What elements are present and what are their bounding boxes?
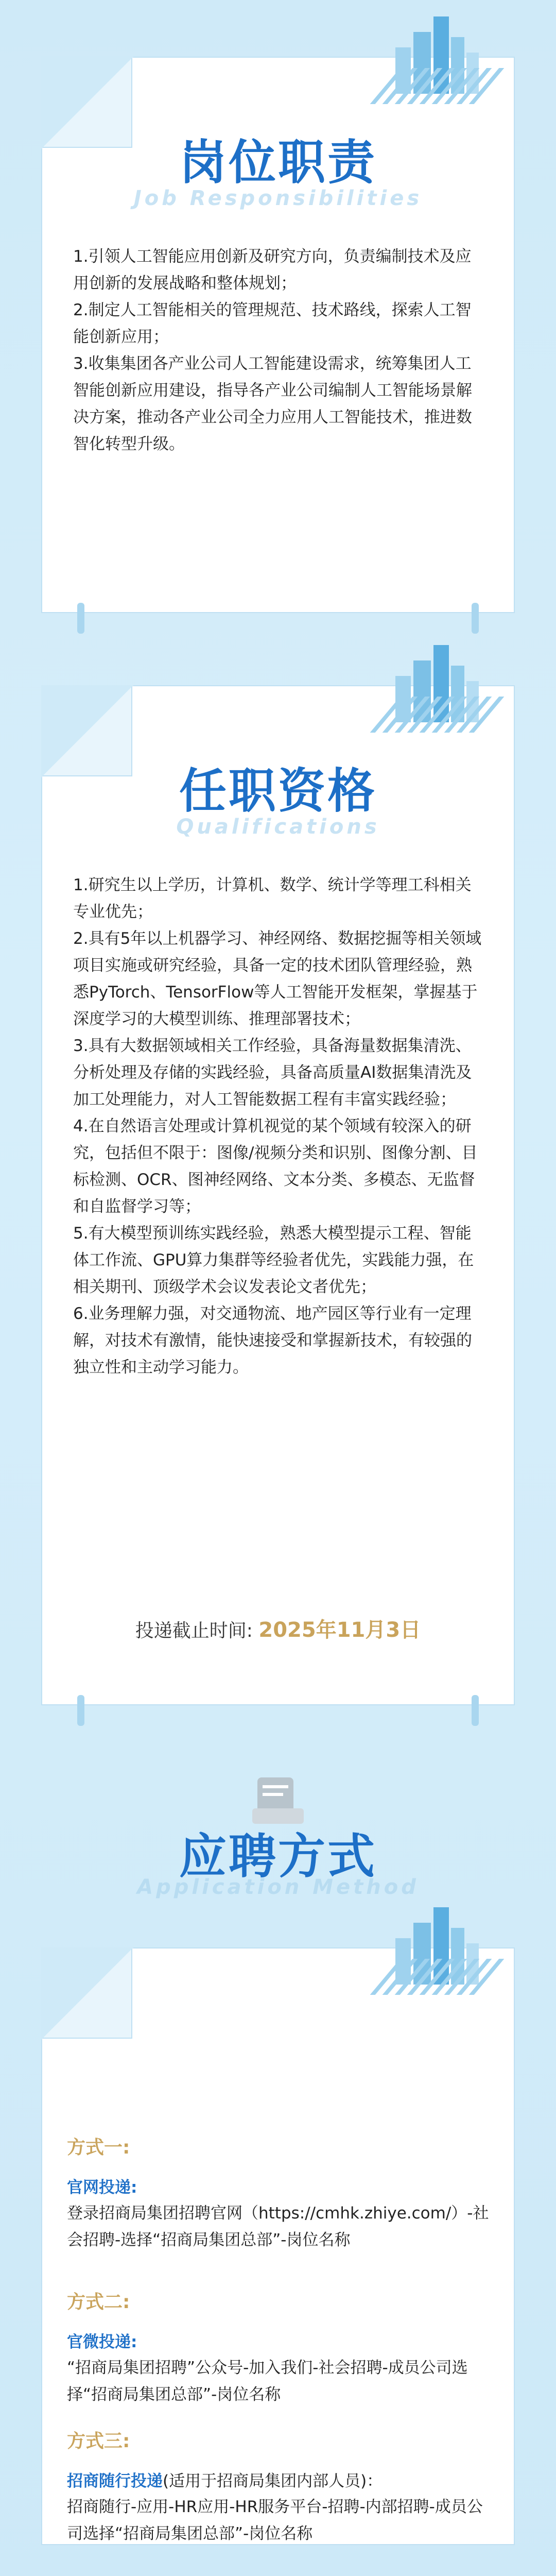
section-subtitle: Application Method [137, 1875, 419, 1899]
list-item: 2.具有5年以上机器学习、神经网络、数据挖掘等相关领域项目实施或研究经验，具备一定的技术团队管理经验，熟悉PyTorch、TensorFlow等人工智能开发框架，掌握基于深度学习的大模型训练、推理部署技术； [73, 929, 482, 1028]
method-channel-note: (适用于招商局集团内部人员)： [163, 2472, 383, 2490]
section-title: 应聘方式 [179, 1829, 377, 1884]
method-channel [67, 2174, 137, 2197]
qualification-list [73, 872, 485, 1381]
deadline-label: 投递截止时间: [135, 1620, 253, 1641]
decor-stripes [385, 68, 519, 99]
method-text: “招商局集团招聘”公众号-加入我们-社会招聘-成员公司选择“招商局集团总部”-岗位名称 [67, 2359, 468, 2404]
section-title: 岗位职责 [179, 135, 377, 190]
section-subtitle: Qualifications [176, 815, 380, 839]
method-text: 登录招商局集团招聘官网（https://cmhk.zhiye.com/）-社会招聘-选择“招商局集团总部”-岗位名称 [67, 2204, 489, 2249]
section-title: 任职资格 [179, 764, 377, 819]
method-channel-label: 官微投递: [67, 2333, 137, 2351]
responsibilities-card [41, 57, 515, 613]
list-item: 1.引领人工智能应用创新及研究方向，负责编制技术及应用创新的发展战略和整体规划； [73, 247, 472, 293]
deadline-date: 2025年11月3日 [258, 1618, 421, 1642]
list-item: 4.在自然语言处理或计算机视觉的某个领域有较深入的研究，包括但不限于：图像/视频分类和识别、图像分割、目标检测、OCR、图神经网络、文本分类、多模态、无监督和自监督学习等； [73, 1117, 478, 1216]
section-subtitle: Job Responsibilities [133, 187, 423, 210]
list-item: 1.研究生以上学历，计算机、数学、统计学等理工科相关专业优先； [73, 876, 472, 921]
method-channel-label: 官网投递: [67, 2178, 137, 2197]
folded-corner [42, 1948, 132, 2039]
method-heading: 方式一: [67, 2137, 130, 2158]
qualifications-card [41, 685, 515, 1705]
method-heading: 方式二: [67, 2292, 130, 2313]
list-item: 3.具有大数据领域相关工作经验，具备海量数据集清洗、分析处理及存储的实践经验，具备高质量AI数据集清洗及加工处理能力，对人工智能数据工程有丰富实践经验； [73, 1037, 472, 1109]
binder-bars [77, 603, 479, 634]
deadline [42, 1614, 514, 1643]
responsibility-list [73, 243, 485, 457]
method-heading: 方式三: [67, 2431, 130, 2452]
method-channel [67, 2468, 383, 2491]
decor-stripes [385, 1959, 519, 1990]
list-item: 3.收集集团各产业公司人工智能建设需求，统筹集团人工智能创新应用建设，指导各产业公司编制人工智能场景解决方案，推动各产业公司全力应用人工智能技术，推进数智化转型升级。 [73, 354, 472, 453]
binder-bars [77, 1695, 479, 1726]
method-text: 招商随行-应用-HR应用-HR服务平台-招聘-内部招聘-成员公司选择“招商局集团总部”-岗位名称 [67, 2498, 483, 2543]
list-item: 6.业务理解力强，对交通物流、地产园区等行业有一定理解，对技术有激情，能快速接受和掌握新技术，有较强的独立性和主动学习能力。 [73, 1304, 472, 1377]
list-item: 2.制定人工智能相关的管理规范、技术路线，探索人工智能创新应用； [73, 301, 472, 346]
decor-stripes [385, 697, 519, 727]
list-item: 5.有大模型预训练实践经验，熟悉大模型提示工程、智能体工作流、GPU算力集群等经验者优先，实践能力强，在相关期刊、顶级学术会议发表论文者优先； [73, 1224, 474, 1296]
method-channel-label: 招商随行投递 [67, 2472, 163, 2490]
method-channel [67, 2329, 137, 2352]
